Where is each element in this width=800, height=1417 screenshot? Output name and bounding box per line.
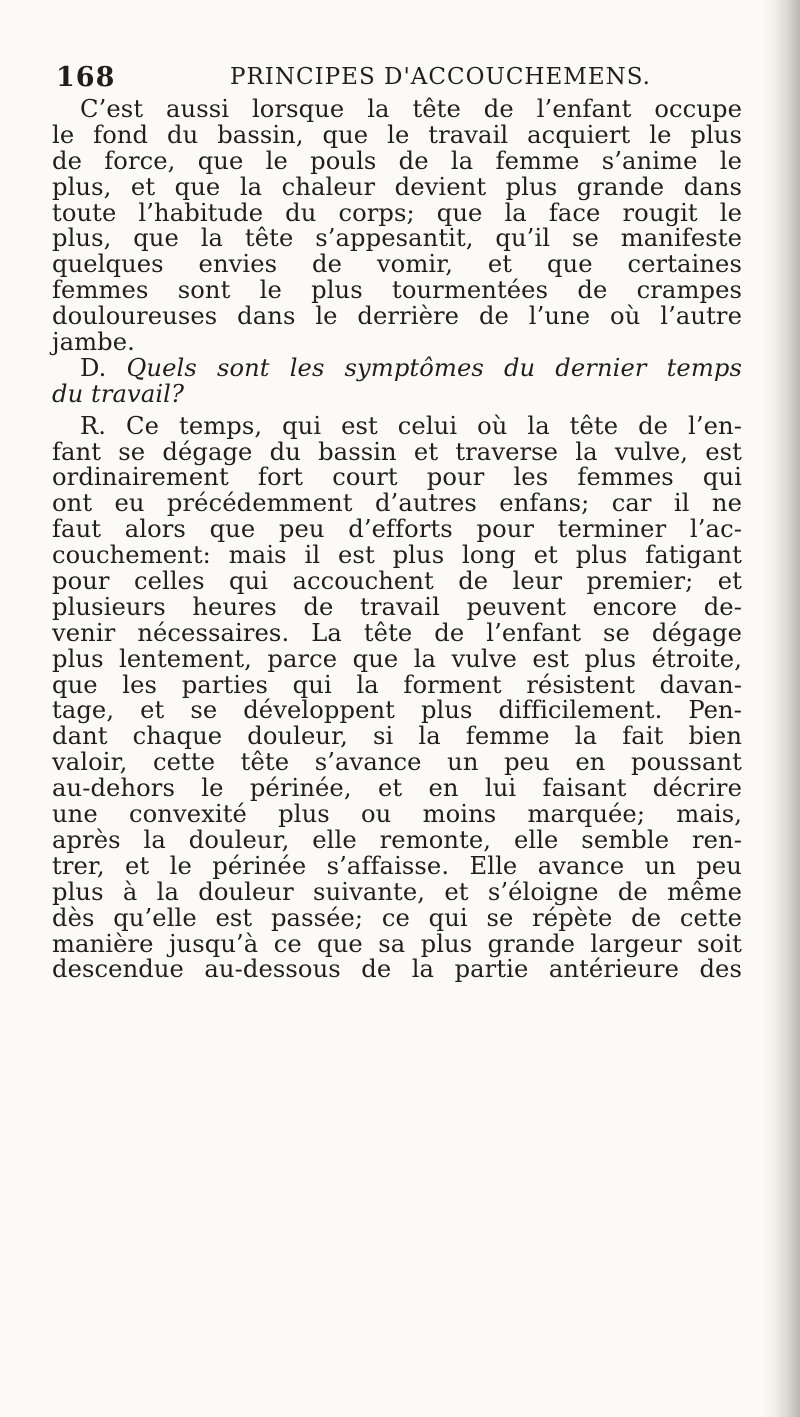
text-line: au-dehors le périnée, et en lui faisant décrire	[52, 774, 742, 803]
text-line: fant se dégage du bassin et traverse la vulve, est	[52, 437, 742, 466]
text-line: douloureuses dans le derrière de l’une où l’autre	[52, 302, 742, 331]
text-line: dant chaque douleur, si la femme la fait bien	[52, 722, 742, 751]
text-line: trer, et le périnée s’affaisse. Elle avance un peu	[52, 851, 742, 880]
page-edge-shadow	[762, 0, 800, 1417]
text-line: pour celles qui accouchent de leur premier; et	[52, 567, 742, 596]
text-line: plus, et que la chaleur devient plus grande dans	[52, 172, 742, 201]
text-line: ont eu précédemment d’autres enfans; car il ne	[52, 489, 742, 518]
text-line: le fond du bassin, que le travail acquiert le plus	[52, 120, 742, 149]
answer-label: R.	[80, 411, 107, 440]
text-line: femmes sont le plus tourmentées de crampes	[52, 276, 742, 305]
text-line: valoir, cette tête s’avance un peu en poussant	[52, 748, 742, 777]
page-text	[52, 97, 742, 983]
answer-paragraph	[52, 411, 742, 984]
text-line: dès qu’elle est passée; ce qui se répète de cette	[52, 903, 742, 932]
text-line: plus lentement, parce que la vulve est plus étroite,	[52, 644, 742, 673]
text-line: manière jusqu’à ce que sa plus grande largeur soit	[52, 929, 742, 958]
running-head: PRINCIPES D'ACCOUCHEMENS.	[230, 64, 651, 90]
text-line: après la douleur, elle remonte, elle semble ren-	[52, 825, 742, 854]
text-line: C’est aussi lorsque la tête de l’enfant occupe	[80, 95, 742, 123]
page-number: 168	[56, 62, 116, 93]
text-line: que les parties qui la forment résistent davan-	[52, 670, 742, 699]
question-text: Quels sont les symptômes du dernier temps	[126, 353, 742, 382]
text-line: tage, et se développent plus difficilement. Pen-	[52, 696, 742, 725]
text-line: plus à la douleur suivante, et s’éloigne de même	[52, 877, 742, 906]
text-line: plus, que la tête s’appesantit, qu’il se manifeste	[52, 224, 742, 253]
text-line: jambe.	[52, 328, 135, 357]
paragraph-1	[52, 97, 742, 356]
text-line: couchement: mais il est plus long et plus fatigant	[52, 541, 742, 570]
text-line: venir nécessaires. La tête de l’enfant se dégage	[52, 618, 742, 647]
question-line	[52, 353, 742, 382]
text-line: une convexité plus ou moins marquée; mais,	[52, 800, 742, 829]
question-paragraph	[52, 353, 742, 408]
text-line: ordinairement fort court pour les femmes qui	[52, 463, 742, 492]
question-label: D.	[80, 353, 107, 382]
text-line: toute l’habitude du corps; que la face rougit le	[52, 198, 742, 227]
question-line: du travail?	[52, 379, 185, 408]
text-line: quelques envies de vomir, et que certaines	[52, 250, 742, 279]
text-line: plusieurs heures de travail peuvent encore de-	[52, 592, 742, 621]
text-line: de force, que le pouls de la femme s’anime le	[52, 146, 742, 175]
text-line: faut alors que peu d’efforts pour terminer l’ac-	[52, 515, 742, 544]
answer-text: Ce temps, qui est celui où la tête de l’en-	[126, 411, 742, 440]
text-line: descendue au-dessous de la partie antérieure des	[52, 955, 742, 984]
answer-line	[52, 411, 742, 440]
